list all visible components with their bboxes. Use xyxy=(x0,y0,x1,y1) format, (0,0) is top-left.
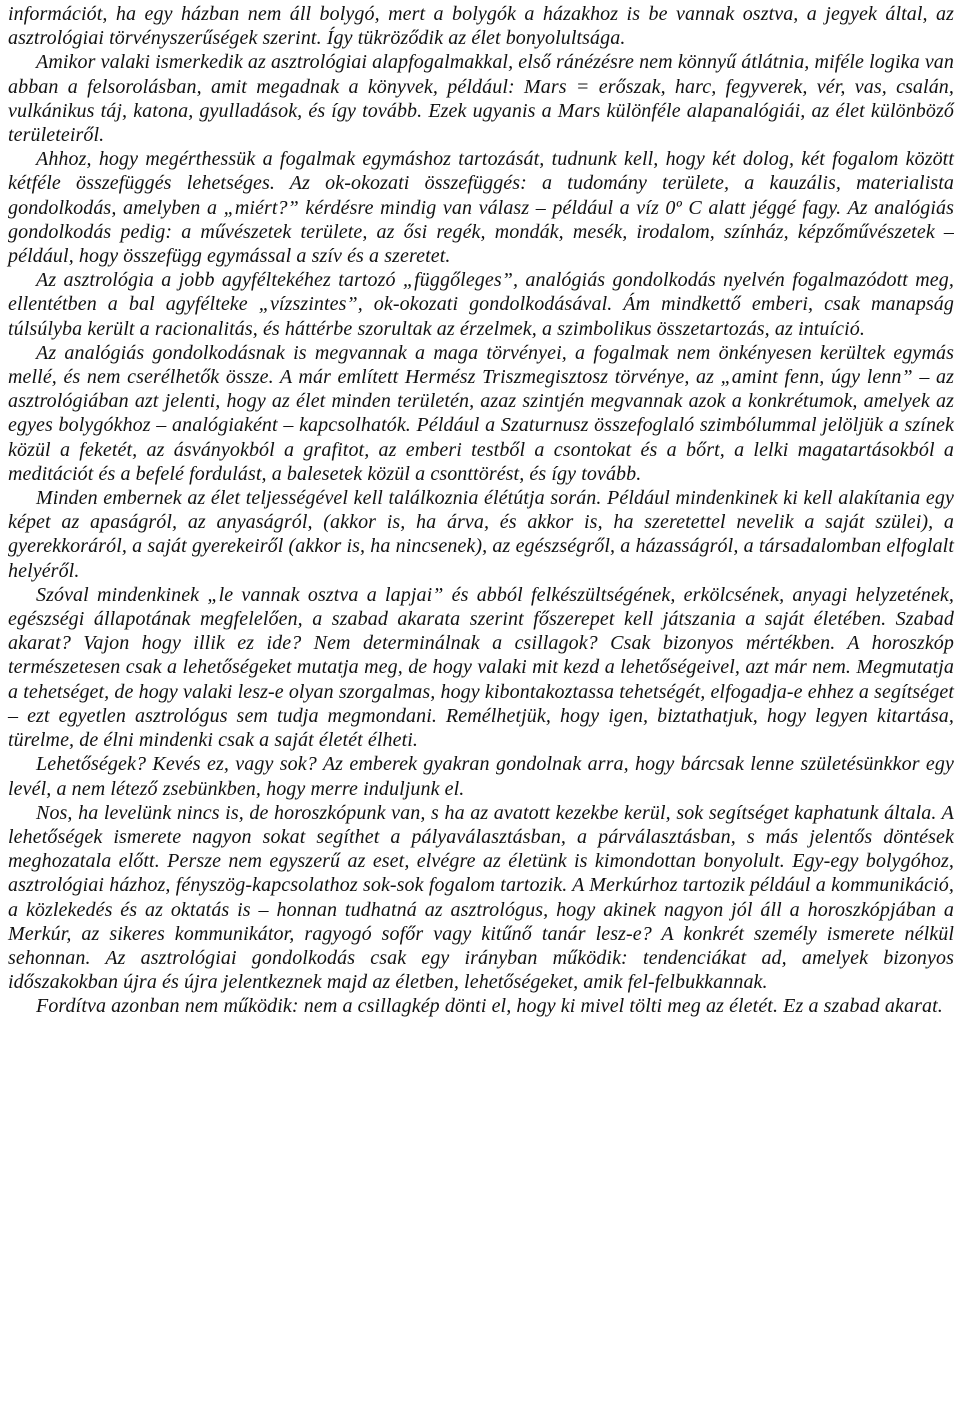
paragraph-3: Ahhoz, hogy megérthessük a fogalmak egymáshoz tartozását, tudnunk kell, hogy két dolog, két fogalom között kétféle összefüggés lehetséges. Az ok-okozati összefüggés: a tudomány területe, a kauzális, materialista gondolkodás, amelyben a „miért?” kérdésre mindig van válasz – például a víz 0º C alatt jéggé fagy. Az analógiás gondolkodás pedig: a művészetek területe, az ősi regék, mondák, mesék, irodalom, színház, képzőművészetek – például, hogy összefügg egymással a szív és a szeretet. xyxy=(8,148,954,268)
paragraph-8: Lehetőségek? Kevés ez, vagy sok? Az emberek gyakran gondolnak arra, hogy bárcsak lenne születésünkkor egy levél, a nem létező zsebünkben, hogy merre induljunk el. xyxy=(8,753,954,800)
paragraph-9: Nos, ha levelünk nincs is, de horoszkópunk van, s ha az avatott kezekbe kerül, sok segítséget kaphatunk általa. A lehetőségek ismerete nagyon sokat segíthet a pályaválasztásban, a párválasztásban, s más jelentős döntések meghozatala előtt. Persze nem egyszerű az eset, elvégre az életünk is kimondottan bonyolult. Egy-egy bolygóhoz, asztrológiai házhoz, fényszög-kapcsolathoz sok-sok fogalom tartozik. A Merkúrhoz tartozik például a kommunikáció, a közlekedés és az oktatás is – honnan tudhatná az asztrológus, hogy akinek nagyon jól áll a horoszkópjában a Merkúr, az sikeres kommunikátor, ragyogó sofőr vagy kitűnő tanár lesz-e? A konkrét személy ismerete nélkül sehonnan. Az asztrológiai gondolkodás csak egy irányban működik: tendenciákat ad, amelyek bizonyos időszakokban újra és újra jelentkeznek majd az életben, lehetőségeket, amik fel-felbukkannak. xyxy=(8,801,954,994)
paragraph-1: információt, ha egy házban nem áll bolygó, mert a bolygók a házakhoz is be vannak osztva, a jegyek által, az asztrológiai törvényszerűségek szerint. Így tükröződik az élet bonyolultsága. xyxy=(8,3,954,50)
paragraph-5: Az analógiás gondolkodásnak is megvannak a maga törvényei, a fogalmak nem önkényesen kerültek egymás mellé, és nem cserélhetők össze. A már említett Hermész Triszmegisztosz törvénye, az „amint fenn, úgy lenn” – az asztrológiában azt jelenti, hogy az élet minden területén, azaz szintjén megvannak azok a konkrétumok, amelyek az egyes bolygókhoz – analógiaként – kapcsolhatók. Például a Szaturnusz összefoglaló szimbólummal jelöljük a színek közül a feketét, az ásványokból a grafitot, az emberi testből a csontokat és a bőrt, a lelki magatartásokból a meditációt és a befelé fordulást, a balesetek közül a csonttörést, és így tovább. xyxy=(8,341,954,485)
paragraph-7: Szóval mindenkinek „le vannak osztva a lapjai” és abból felkészültségének, erkölcsének, anyagi helyzetének, egészségi állapotának megfelelően, a szabad akarata szerint főszerepet kell játszania a saját életében. Szabad akarat? Vajon hogy illik ez ide? Nem determinálnak a csillagok? Csak bizonyos mértékben. A horoszkóp természetesen csak a lehetőségeket mutatja meg, de hogy valaki mit kezd a lehetőségeivel, azt már nem. Megmutatja a tehetséget, de hogy valaki lesz-e olyan szorgalmas, hogy kibontakoztassa tehetségét, elfogadja-e ehhez a segítséget – ezt egyetlen asztrológus sem tudja megmondani. Remélhetjük, hogy igen, biztathatjuk, hogy legyen kitartása, türelme, de élni mindenki csak a saját életét élheti. xyxy=(8,583,954,752)
paragraph-6: Minden embernek az élet teljességével kell találkoznia élétútja során. Például mindenkinek ki kell alakítania egy képet az apaságról, az anyaságról, (akkor is, ha árva, és akkor is, ha szeretettel nevelik a saját szülei), a gyerekkoráról, a saját gyerekeiről (akkor is, ha nincsenek), az egészségről, a házasságról, a társadalomban elfoglalt helyéről. xyxy=(8,487,954,582)
paragraph-2: Amikor valaki ismerkedik az asztrológiai alapfogalmakkal, első ránézésre nem könnyű átlátnia, miféle logika van abban a felsorolásban, amit megadnak a könyvek, például: Mars = erőszak, harc, fegyverek, vér, vas, csalán, vulkánikus táj, katona, gyulladások, és így tovább. Ezek ugyanis a Mars különféle alapanalógiái, az élet különböző területeiről. xyxy=(8,51,954,147)
paragraph-4: Az asztrológia a jobb agyféltekéhez tartozó „függőleges”, analógiás gondolkodás nyelvén fogalmazódott meg, ellentétben a bal agyfélteke „vízszintes”, ok-okozati gondolkodásával. Ám mindkettő emberi, csak manapság túlsúlyba került a racionalitás, és háttérbe szorultak az érzelmek, a szimbolikus összetartozás, az intuíció. xyxy=(8,269,954,340)
paragraph-10: Fordítva azonban nem működik: nem a csillagkép dönti el, hogy ki mivel tölti meg az életét. Ez a szabad akarat. xyxy=(36,995,943,1018)
